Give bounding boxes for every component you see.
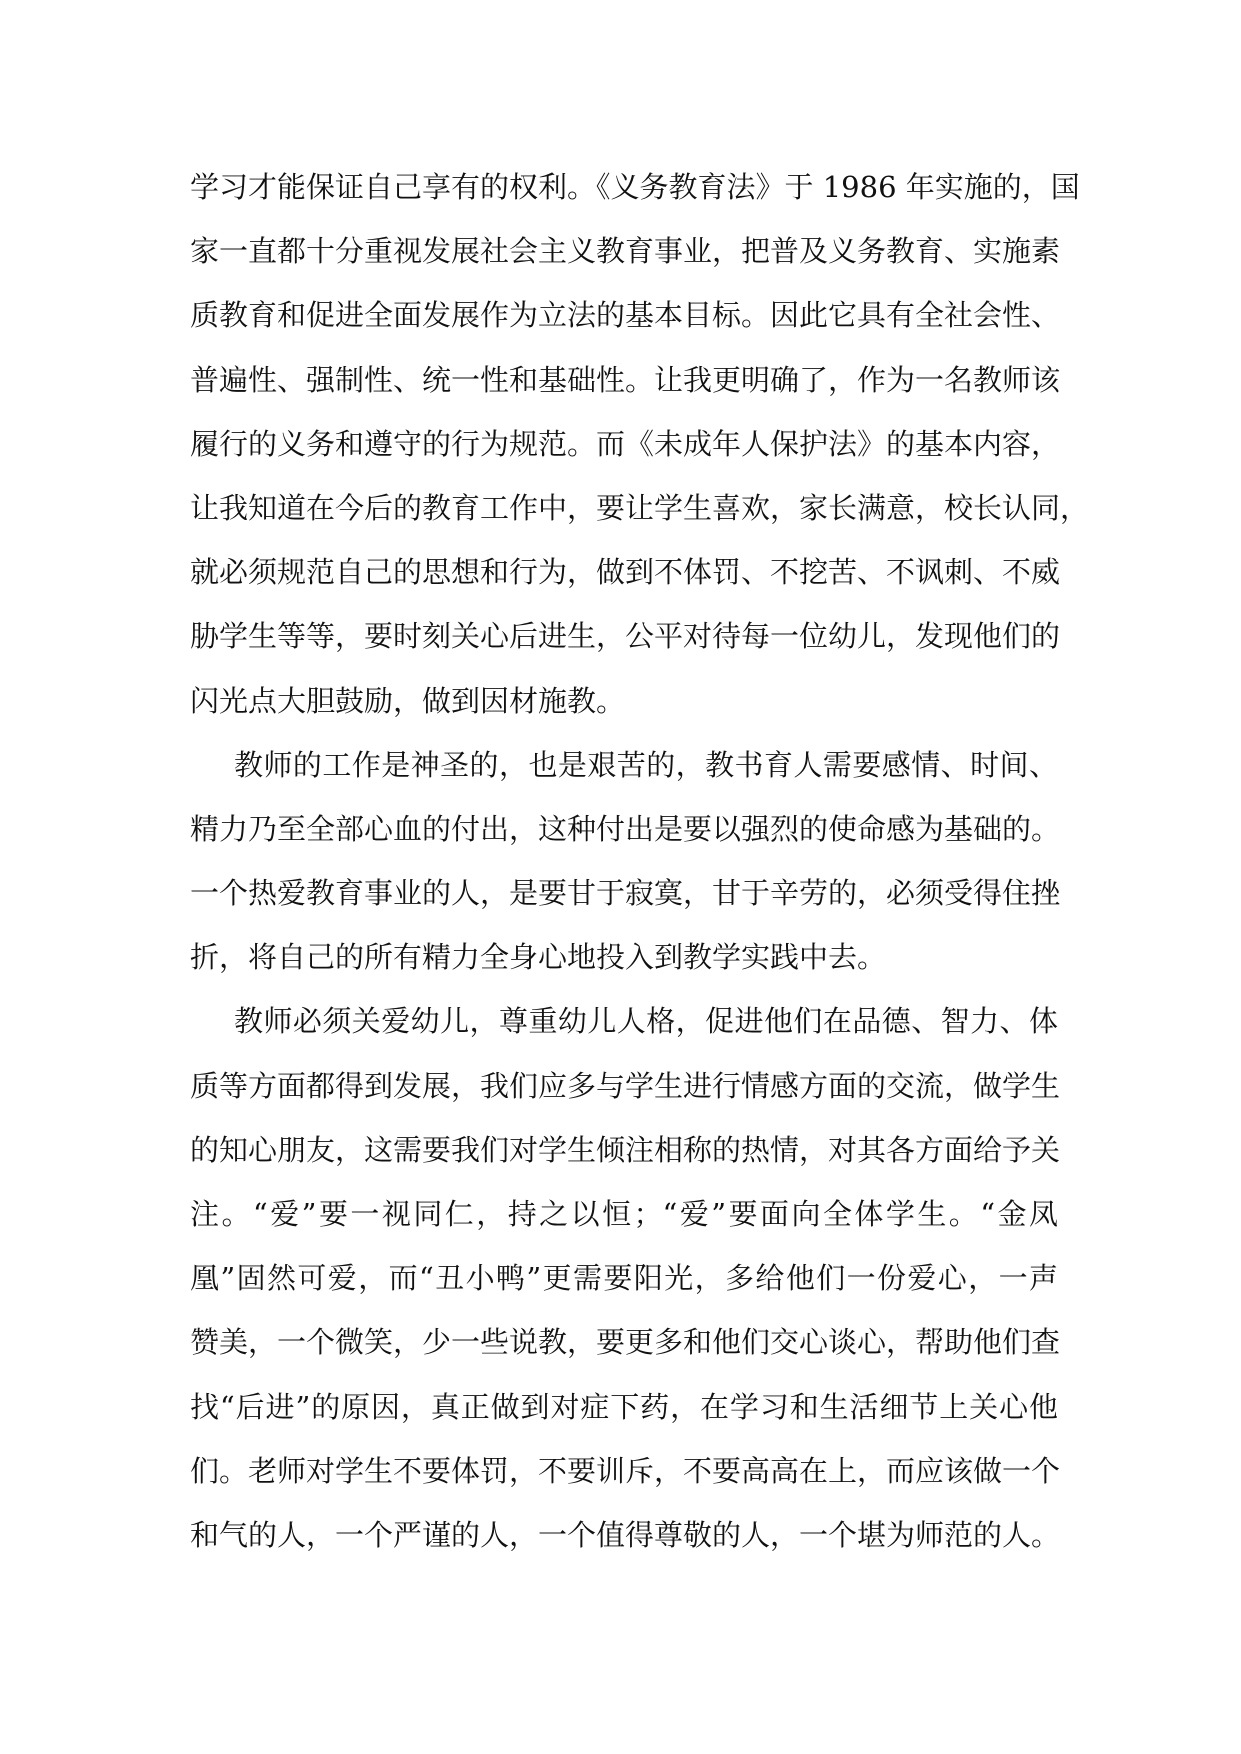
text-line: 普遍性、强制性、统一性和基础性。让我更明确了，作为一名教师该 xyxy=(190,362,1061,397)
text-line: 教师必须关爱幼儿，尊重幼儿人格，促进他们在品德、智力、体 xyxy=(234,1004,1058,1039)
text-line: 找“后进”的原因，真正做到对症下药，在学习和生活细节上关心他 xyxy=(190,1389,1058,1424)
text-line: 凰”固然可爱，而“丑小鸭”更需要阳光，多给他们一份爱心，一声 xyxy=(190,1261,1058,1296)
text-line: 们。老师对学生不要体罚，不要训斥，不要高高在上，而应该做一个 xyxy=(190,1453,1061,1488)
text-line: 让我知道在今后的教育工作中，要让学生喜欢，家长满意，校长认同， xyxy=(190,490,1090,525)
text-line: 的知心朋友，这需要我们对学生倾注相称的热情，对其各方面给予关 xyxy=(190,1132,1061,1167)
document-body xyxy=(190,155,1090,1567)
text-line: 学习才能保证自己享有的权利。《义务教育法》于 1986 年实施的，国 xyxy=(190,170,1080,204)
text-line: 胁学生等等，要时刻关心后进生，公平对待每一位幼儿，发现他们的 xyxy=(190,619,1061,654)
text-line: 和气的人，一个严谨的人，一个值得尊敬的人，一个堪为师范的人。 xyxy=(190,1517,1061,1552)
text-line: 质教育和促进全面发展作为立法的基本目标。因此它具有全社会性、 xyxy=(190,298,1061,333)
text-line: 就必须规范自己的思想和行为，做到不体罚、不挖苦、不讽刺、不威 xyxy=(190,555,1061,590)
text-line: 精力乃至全部心血的付出，这种付出是要以强烈的使命感为基础的。 xyxy=(190,811,1061,846)
text-line: 赞美，一个微笑，少一些说教，要更多和他们交心谈心，帮助他们查 xyxy=(190,1325,1061,1360)
text-line: 教师的工作是神圣的，也是艰苦的，教书育人需要感情、时间、 xyxy=(234,747,1058,782)
text-line: 履行的义务和遵守的行为规范。而《未成年人保护法》的基本内容， xyxy=(190,426,1061,461)
text-line: 注。“爱”要一视同仁，持之以恒；“爱”要面向全体学生。“金凤 xyxy=(190,1197,1058,1231)
text-line: 质等方面都得到发展，我们应多与学生进行情感方面的交流，做学生 xyxy=(190,1068,1061,1103)
text-line: 一个热爱教育事业的人，是要甘于寂寞，甘于辛劳的，必须受得住挫 xyxy=(190,876,1061,911)
text-line: 家一直都十分重视发展社会主义教育事业，把普及义务教育、实施素 xyxy=(190,234,1061,269)
text-line: 折，将自己的所有精力全身心地投入到教学实践中去。 xyxy=(190,940,887,975)
text-line: 闪光点大胆鼓励，做到因材施教。 xyxy=(190,683,626,718)
